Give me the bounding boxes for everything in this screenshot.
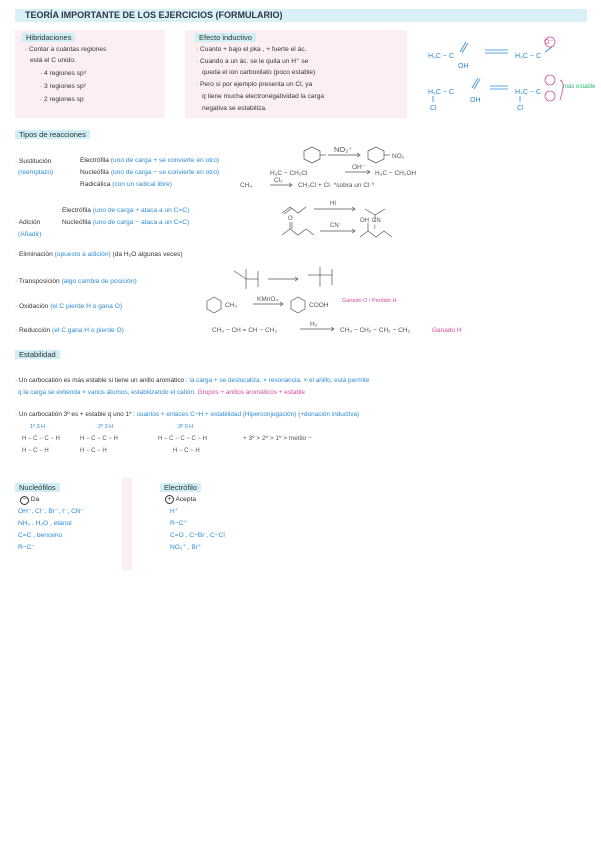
estab-line2	[15, 410, 359, 419]
cl-label-1: Cl	[430, 105, 437, 112]
estabilidad-heading: Estabilidad	[15, 350, 60, 359]
tertiary-label: 3º 0 H	[178, 424, 194, 430]
sustitucion-reactions	[230, 143, 590, 193]
efecto-line-1: · Cuando a un ác. se le quita un H⁺ se	[196, 58, 309, 65]
efecto-line-0: · Cuanto + bajo el pka , + fuerte el ác.	[196, 46, 307, 53]
sust-r3-product: CH₃Cl + Cl· *sobra un Cl·*	[298, 182, 375, 189]
hibridaciones-box	[15, 30, 165, 118]
nucleofilos-section	[15, 483, 60, 493]
carboxylate-structures	[420, 30, 595, 115]
minus-sign-icon: −	[20, 496, 29, 505]
reduccion-desc: (el C gana H o pierde O)	[52, 327, 124, 334]
stability-order: + 3º > 2º > 1º > metilo −	[243, 435, 312, 442]
electrofilo-item-2: C=O , C−Br , C−Cl	[170, 532, 225, 539]
secondary-label: 2º 3 H	[98, 424, 114, 430]
hibridaciones-line-0: · Contar a cuántas regiones	[25, 46, 107, 53]
estab-line2-a: · Un carbocatión 3º es + estable q uno 1º :	[15, 411, 135, 418]
adic-electrofila-row	[62, 206, 189, 215]
electrofilo-section	[160, 483, 201, 493]
plus-sign-icon: +	[165, 495, 174, 504]
transposicion-label: · Transposición	[15, 278, 60, 285]
sust-electrofila-row	[80, 156, 219, 165]
sust-electrofila: Electrófila	[80, 157, 109, 164]
estab-line1	[15, 376, 369, 385]
electrofilo-heading: Electrófilo	[160, 483, 201, 492]
electrofilo-action-row	[165, 495, 196, 504]
electrofilo-item-1: R−C⁺	[170, 520, 187, 527]
efecto-line-3: · Pero si por ejemplo presenta un Cl, ya	[196, 81, 313, 88]
estab-line2-b: cuantos + enlaces C−H + estabilidad (Hiperconjugación) (+donación inductiva)	[136, 411, 360, 418]
sust-r3-reagent: Cl₂	[274, 177, 283, 184]
o-minus-1: O⁻	[544, 39, 554, 46]
adic-o-label: O	[288, 216, 293, 222]
red-left: CH₃ − CH = CH − CH₃	[212, 327, 278, 334]
oxi-reagent: KMnO₄	[257, 296, 279, 303]
adic-nucleofila-desc: (uno de carga − ataca a un C=C)	[92, 219, 190, 226]
efecto-line-5: negativa se estabiliza.	[202, 105, 267, 112]
sust-nucleofila: Nucleófila	[80, 169, 109, 176]
formula-acid-1: H₃C − C	[428, 53, 454, 60]
svg-text:H − C − H: H − C − H	[22, 448, 49, 454]
tipos-heading: Tipos de reacciones	[15, 130, 90, 139]
sust-r1-product: NO₂	[392, 153, 405, 160]
transposicion-row	[15, 277, 137, 286]
svg-text:H − C − H: H − C − H	[173, 448, 200, 454]
primary-label: 1º 3 H	[30, 424, 46, 430]
nucleofilo-item-2: C=C , benceno	[18, 532, 63, 539]
adic-r1-reagent: HI	[330, 201, 336, 207]
nucleofilos-divider-box	[122, 478, 132, 570]
oh-label-1: OH	[458, 63, 469, 70]
red-product: CH₃ − CH₂ − CH₂ − CH₃	[340, 327, 411, 334]
adic-cn-label: CN	[372, 218, 381, 224]
oxidacion-label: · Oxidación	[15, 303, 49, 310]
estab-line1-d: Grupos + anillos aromáticos + estable	[197, 389, 305, 396]
adic-nucleofila-row	[62, 218, 189, 227]
adicion-sub: (Añadir)	[18, 231, 42, 238]
sust-nucleofila-desc: (uno de carga − se convierte en otro)	[110, 169, 220, 176]
page-title: TEORÍA IMPORTANTE DE LOS EJERCICIOS (FORMULARIO)	[15, 9, 587, 22]
oh-label-2: OH	[470, 97, 481, 104]
hibridaciones-section	[22, 33, 75, 43]
nucleofilos-action-row	[20, 495, 39, 505]
mas-estable-label: más estable	[563, 84, 595, 90]
sust-nucleofila-row	[80, 168, 219, 177]
sust-r3-left: CH₄	[240, 182, 253, 189]
sust-radicalica: Radicálica	[80, 181, 111, 188]
reduccion-label: · Reducción	[15, 327, 51, 334]
adic-i-label: I	[374, 225, 376, 231]
electrofilo-action: Acepta	[175, 496, 196, 503]
cl-label-2: Cl	[517, 105, 524, 112]
eliminacion-note: (da H₂O algunas veces)	[112, 251, 183, 258]
transposicion-diagram	[228, 265, 348, 295]
nucleofilo-item-1: NH₃ , H₂O , etanol	[18, 520, 72, 527]
electrofilo-item-3: NO₂⁺ , Br⁺	[170, 544, 202, 551]
estab-line1-b: la carga + se deslocaliza, × resonancia, × el anillo, está permite	[189, 377, 370, 384]
red-reagent: H₂	[310, 321, 318, 328]
reduccion-reaction	[210, 320, 480, 338]
formula-ion-1: H₃C − C	[515, 53, 541, 60]
eliminacion-row	[15, 250, 183, 259]
sustitucion-label: · Sustitución	[15, 158, 52, 165]
sust-radicalica-desc: (con un radical libre)	[112, 181, 173, 188]
nucleofilos-action: Da	[30, 496, 40, 503]
oxi-left: CH₃	[225, 302, 238, 309]
sust-r2-reagent: OH⁻	[352, 164, 366, 171]
tipos-section	[15, 130, 90, 140]
adic-oh-label: OH	[360, 218, 369, 224]
svg-text:H − C − C − H: H − C − C − H	[80, 436, 118, 442]
oxidacion-row	[15, 302, 122, 311]
svg-text:H − C − C − H: H − C − C − H	[22, 436, 60, 442]
hibridaciones-line-1: está el C unido.	[30, 57, 76, 64]
efecto-line-4: q tiene mucha electronegatividad la carga	[202, 93, 325, 100]
efecto-inductivo-heading: Efecto inductivo	[195, 33, 256, 42]
hibridaciones-line-2: · 4 regiones sp³	[40, 70, 86, 77]
sust-r2-product: H₃C − CH₂OH	[375, 170, 417, 177]
reduccion-row	[15, 326, 124, 335]
adicion-reactions	[280, 195, 420, 250]
red-note: Ganado H	[432, 327, 462, 334]
sust-radicalica-row	[80, 180, 172, 189]
transposicion-desc: (algo cambia de posición)	[61, 278, 137, 285]
adic-nucleofila: Nucleófila	[62, 219, 91, 226]
nucleofilos-heading: Nucleófilos	[15, 483, 60, 492]
estab-line1-cont	[18, 388, 305, 397]
svg-text:H − C − C − C − H: H − C − C − C − H	[158, 436, 208, 442]
adic-electrofila-desc: (uno de carga + ataca a un C=C)	[92, 207, 190, 214]
oxi-note: Ganado O / Perdido H	[342, 298, 397, 304]
svg-text:H − C − H: H − C − H	[80, 448, 107, 454]
hibridaciones-line-3: · 3 regiones sp²	[40, 83, 86, 90]
carbocation-structures	[18, 420, 348, 470]
estab-line1-a: · Un carbocatión es más estable si tiene un anillo aromático :	[15, 377, 188, 384]
nucleofilo-item-0: OH⁻, Cl⁻, Br⁻, I⁻, CN⁻	[18, 508, 85, 515]
sust-r2-left: H₃C − CH₂Cl	[270, 170, 308, 177]
adicion-label: · Adición	[15, 219, 41, 226]
formula-acid-2: H₃C − C	[428, 89, 454, 96]
sustitucion-sub: (reemplazo)	[18, 169, 54, 176]
oxi-product: COOH	[309, 302, 329, 309]
sust-r1-reagent: NO₂⁺	[334, 145, 353, 154]
eliminacion-label: · Eliminación	[15, 251, 53, 258]
adic-r2-reagent: CN⁻	[330, 223, 342, 229]
estab-line1-c: q la carga se extienda × varios átomos, estabilizando el catión.	[18, 389, 196, 396]
oxidacion-desc: (el C pierde H o gana O)	[50, 303, 123, 310]
hibridaciones-line-4: · 2 regiones sp	[40, 96, 84, 103]
sust-electrofila-desc: (uno de carga + se convierte en otro)	[110, 157, 220, 164]
oxidacion-reaction	[205, 292, 400, 317]
formula-ion-2: H₃C − C	[515, 89, 541, 96]
adic-electrofila: Electrófila	[62, 207, 91, 214]
efecto-line-2: queda el ion carboxilato (poco estable)	[202, 69, 316, 76]
nucleofilo-item-3: R−C⁻	[18, 544, 35, 551]
electrofilo-item-0: H⁺	[170, 508, 179, 515]
eliminacion-desc: (opuesto a adición)	[54, 251, 111, 258]
estabilidad-section	[15, 350, 60, 360]
efecto-inductivo-section	[195, 33, 256, 43]
hibridaciones-heading: Hibridaciones	[22, 33, 75, 42]
